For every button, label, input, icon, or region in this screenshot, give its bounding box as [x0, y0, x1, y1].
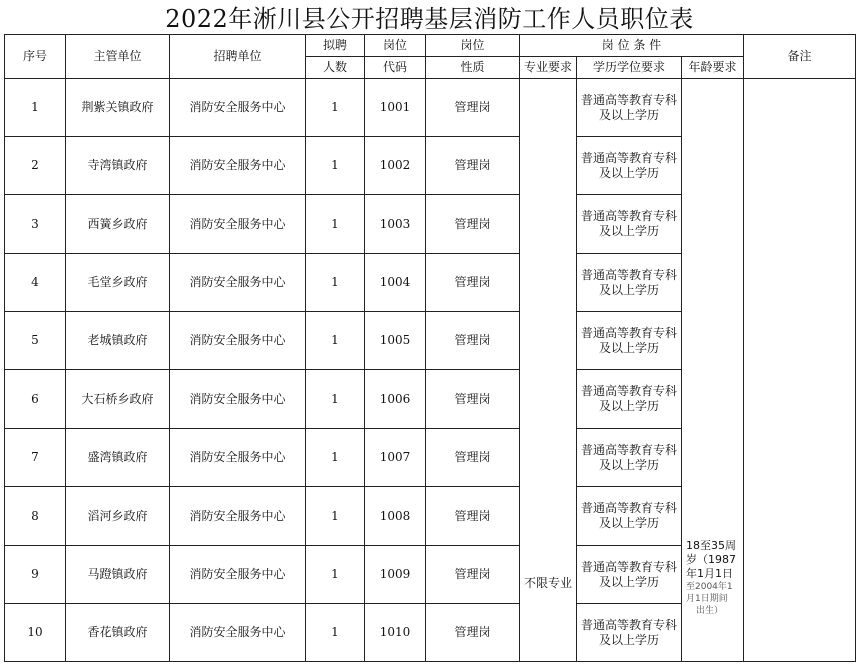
- cell-count: 1: [306, 370, 365, 429]
- edu-line-1: 普通高等教育专科: [580, 617, 677, 632]
- age-line-1: 18至35周: [686, 539, 736, 552]
- cell-code: 1007: [365, 429, 426, 487]
- edu-line-2: 及以上学历: [598, 165, 659, 180]
- cell-edu: [577, 429, 682, 487]
- cell-code: 1004: [365, 254, 426, 312]
- header-count-bottom: 人数: [306, 57, 365, 79]
- cell-edu: [577, 487, 682, 546]
- cell-type: 管理岗: [426, 195, 520, 254]
- edu-line-2: 及以上学历: [598, 282, 659, 297]
- header-unit: 招聘单位: [170, 35, 306, 79]
- cell-code: 1010: [365, 604, 426, 662]
- cell-edu: [577, 137, 682, 195]
- cell-unit: 消防安全服务中心: [170, 370, 306, 429]
- age-line-2: 岁（1987: [686, 553, 736, 566]
- edu-line-2: 及以上学历: [598, 574, 659, 589]
- cell-count: 1: [306, 604, 365, 662]
- cell-dept: 香花镇政府: [66, 604, 170, 662]
- cell-remark: [744, 79, 856, 662]
- header-conditions: 岗 位 条 件: [520, 35, 744, 57]
- age-requirement: [682, 503, 743, 661]
- positions-table: [4, 34, 856, 662]
- document-title: 2022年淅川县公开招聘基层消防工作人员职位表: [165, 5, 694, 33]
- cell-type: 管理岗: [426, 604, 520, 662]
- cell-edu: [577, 312, 682, 370]
- cell-type: 管理岗: [426, 312, 520, 370]
- header-edu: 学历学位要求: [577, 57, 682, 79]
- cell-code: 1002: [365, 137, 426, 195]
- cell-code: 1006: [365, 370, 426, 429]
- cell-code: 1003: [365, 195, 426, 254]
- cell-seq: 4: [5, 254, 66, 312]
- cell-type: 管理岗: [426, 429, 520, 487]
- edu-line-2: 及以上学历: [598, 107, 659, 122]
- cell-age: [682, 79, 744, 662]
- cell-seq: 7: [5, 429, 66, 487]
- table-row: [5, 79, 856, 137]
- cell-code: 1005: [365, 312, 426, 370]
- edu-line-2: 及以上学历: [598, 516, 659, 530]
- cell-type: 管理岗: [426, 254, 520, 312]
- cell-major: 不限专业: [520, 79, 577, 662]
- edu-line-1: 普通高等教育专科: [580, 501, 677, 515]
- cell-dept: 大石桥乡政府: [66, 370, 170, 429]
- edu-line-2: 及以上学历: [598, 224, 659, 238]
- cell-code: 1001: [365, 79, 426, 137]
- cell-unit: 消防安全服务中心: [170, 137, 306, 195]
- header-type-top: 岗位: [426, 35, 520, 57]
- cell-count: 1: [306, 429, 365, 487]
- age-line-6: 出生）: [696, 606, 724, 616]
- cell-count: 1: [306, 195, 365, 254]
- cell-seq: 9: [5, 546, 66, 604]
- header-type-bottom: 性质: [426, 57, 520, 79]
- edu-line-2: 及以上学历: [598, 340, 659, 355]
- edu-line-1: 普通高等教育专科: [580, 442, 677, 457]
- edu-line-2: 及以上学历: [598, 632, 659, 647]
- cell-dept: 盛湾镇政府: [66, 429, 170, 487]
- cell-dept: 西簧乡政府: [66, 195, 170, 254]
- cell-unit: 消防安全服务中心: [170, 195, 306, 254]
- cell-edu: [577, 370, 682, 429]
- cell-count: 1: [306, 487, 365, 546]
- cell-dept: 滔河乡政府: [66, 487, 170, 546]
- header-seq: 序号: [5, 35, 66, 79]
- cell-edu: [577, 546, 682, 604]
- cell-code: 1009: [365, 546, 426, 604]
- header-dept: 主管单位: [66, 35, 170, 79]
- cell-type: 管理岗: [426, 487, 520, 546]
- cell-count: 1: [306, 137, 365, 195]
- edu-line-1: 普通高等教育专科: [580, 384, 677, 398]
- edu-line-2: 及以上学历: [598, 457, 659, 472]
- cell-type: 管理岗: [426, 79, 520, 137]
- edu-line-2: 及以上学历: [598, 399, 659, 413]
- cell-edu: [577, 79, 682, 137]
- header-age: 年龄要求: [682, 57, 744, 79]
- cell-type: 管理岗: [426, 546, 520, 604]
- edu-line-1: 普通高等教育专科: [580, 209, 677, 223]
- cell-count: 1: [306, 79, 365, 137]
- header-major: 专业要求: [520, 57, 577, 79]
- cell-dept: 寺湾镇政府: [66, 137, 170, 195]
- cell-edu: [577, 254, 682, 312]
- edu-line-1: 普通高等教育专科: [580, 150, 677, 165]
- cell-dept: 荆紫关镇政府: [66, 79, 170, 137]
- cell-seq: 5: [5, 312, 66, 370]
- cell-unit: 消防安全服务中心: [170, 312, 306, 370]
- cell-dept: 马蹬镇政府: [66, 546, 170, 604]
- cell-count: 1: [306, 546, 365, 604]
- edu-line-1: 普通高等教育专科: [580, 267, 677, 282]
- cell-unit: 消防安全服务中心: [170, 487, 306, 546]
- edu-line-1: 普通高等教育专科: [580, 92, 677, 107]
- cell-seq: 6: [5, 370, 66, 429]
- age-line-3: 年1月1日: [686, 567, 733, 580]
- edu-line-1: 普通高等教育专科: [580, 325, 677, 340]
- cell-seq: 8: [5, 487, 66, 546]
- header-count-top: 拟聘: [306, 35, 365, 57]
- cell-dept: 老城镇政府: [66, 312, 170, 370]
- cell-type: 管理岗: [426, 370, 520, 429]
- cell-unit: 消防安全服务中心: [170, 604, 306, 662]
- cell-seq: 1: [5, 79, 66, 137]
- cell-unit: 消防安全服务中心: [170, 79, 306, 137]
- age-line-5: 月1日期间: [686, 594, 728, 604]
- cell-edu: [577, 604, 682, 662]
- header-row-1: [5, 35, 856, 57]
- cell-unit: 消防安全服务中心: [170, 546, 306, 604]
- cell-edu: [577, 195, 682, 254]
- header-code-bottom: 代码: [365, 57, 426, 79]
- edu-line-1: 普通高等教育专科: [580, 559, 677, 574]
- cell-count: 1: [306, 312, 365, 370]
- cell-seq: 2: [5, 137, 66, 195]
- cell-unit: 消防安全服务中心: [170, 429, 306, 487]
- cell-type: 管理岗: [426, 137, 520, 195]
- cell-seq: 3: [5, 195, 66, 254]
- cell-unit: 消防安全服务中心: [170, 254, 306, 312]
- cell-dept: 毛堂乡政府: [66, 254, 170, 312]
- cell-code: 1008: [365, 487, 426, 546]
- header-code-top: 岗位: [365, 35, 426, 57]
- age-line-4: 至2004年1: [686, 582, 733, 592]
- cell-seq: 10: [5, 604, 66, 662]
- header-remark: 备注: [744, 35, 856, 79]
- cell-count: 1: [306, 254, 365, 312]
